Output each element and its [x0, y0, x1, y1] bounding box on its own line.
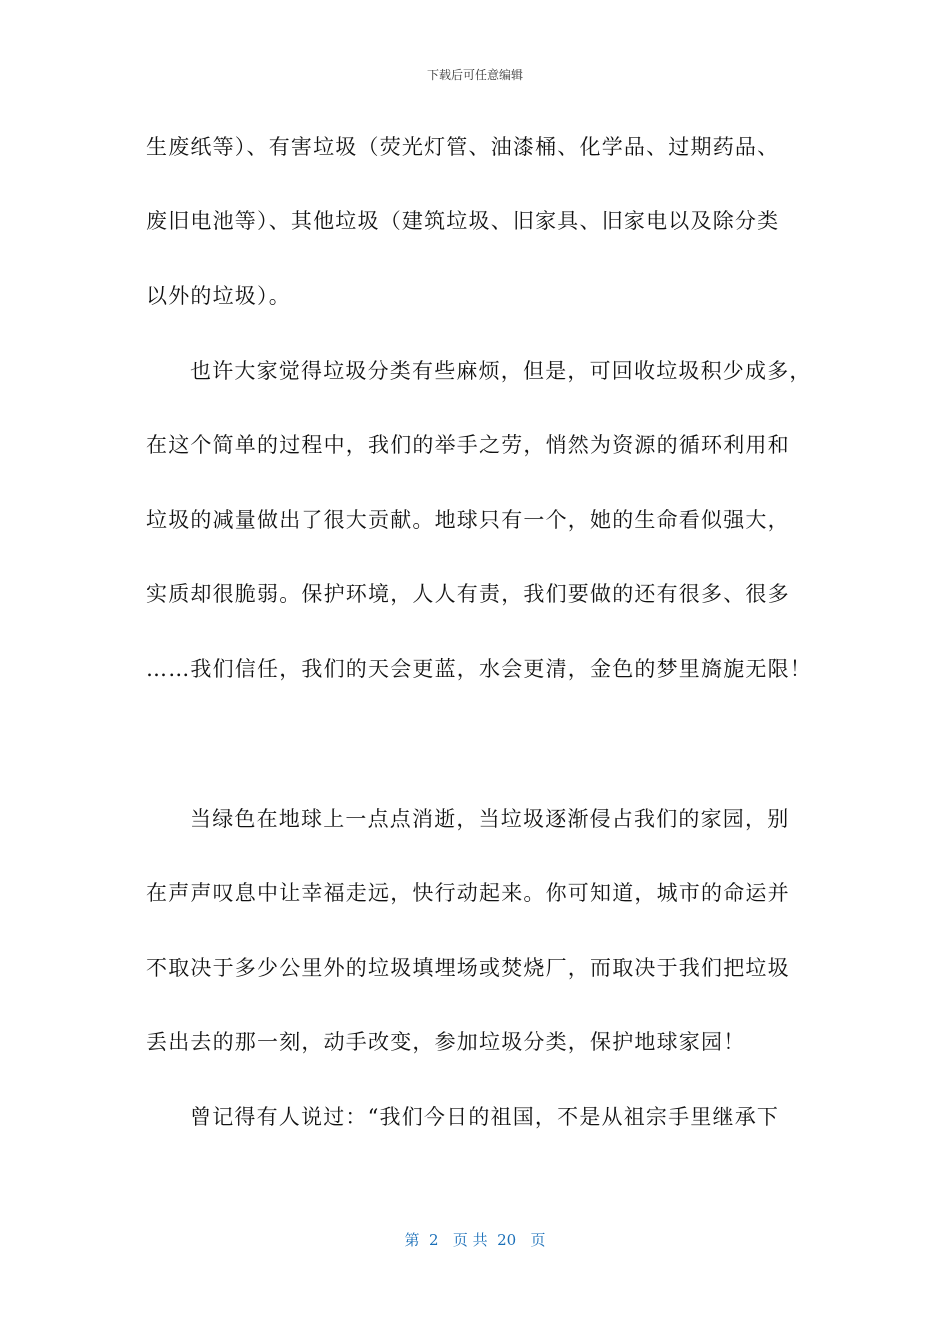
page-footer: 第 2 页 共 20 页	[404, 1231, 546, 1249]
text-line: ……我们信任，我们的天会更蓝，水会更清，金色的梦里旖旎无限！	[146, 657, 812, 681]
text-line: 曾记得有人说过：“我们今日的祖国，不是从祖宗手里继承下	[190, 1105, 780, 1129]
text-line: 也许大家觉得垃圾分类有些麻烦，但是，可回收垃圾积少成多，	[190, 359, 812, 383]
text-line: 在声声叹息中让幸福走远，快行动起来。你可知道，城市的命运并	[146, 881, 790, 905]
text-line: 以外的垃圾）。	[146, 284, 291, 308]
page-header: 下载后可任意编辑	[426, 68, 523, 82]
text-line: 在这个简单的过程中，我们的举手之劳，悄然为资源的循环利用和	[146, 433, 790, 457]
text-line: 生废纸等）、有害垃圾（荧光灯管、油漆桶、化学品、过期药品、	[146, 135, 780, 159]
text-line: 垃圾的减量做出了很大贡献。地球只有一个，她的生命看似强大，	[146, 508, 790, 532]
text-line: 当绿色在地球上一点点消逝，当垃圾逐渐侵占我们的家园，别	[190, 807, 790, 831]
text-line: 废旧电池等）、其他垃圾（建筑垃圾、旧家具、旧家电以及除分类	[146, 209, 780, 233]
text-line: 实质却很脆弱。保护环境，人人有责，我们要做的还有很多、很多	[146, 582, 790, 606]
text-line: 不取决于多少公里外的垃圾填埋场或焚烧厂，而取决于我们把垃圾	[146, 956, 790, 980]
text-line: 丢出去的那一刻，动手改变，参加垃圾分类，保护地球家园！	[146, 1030, 746, 1054]
